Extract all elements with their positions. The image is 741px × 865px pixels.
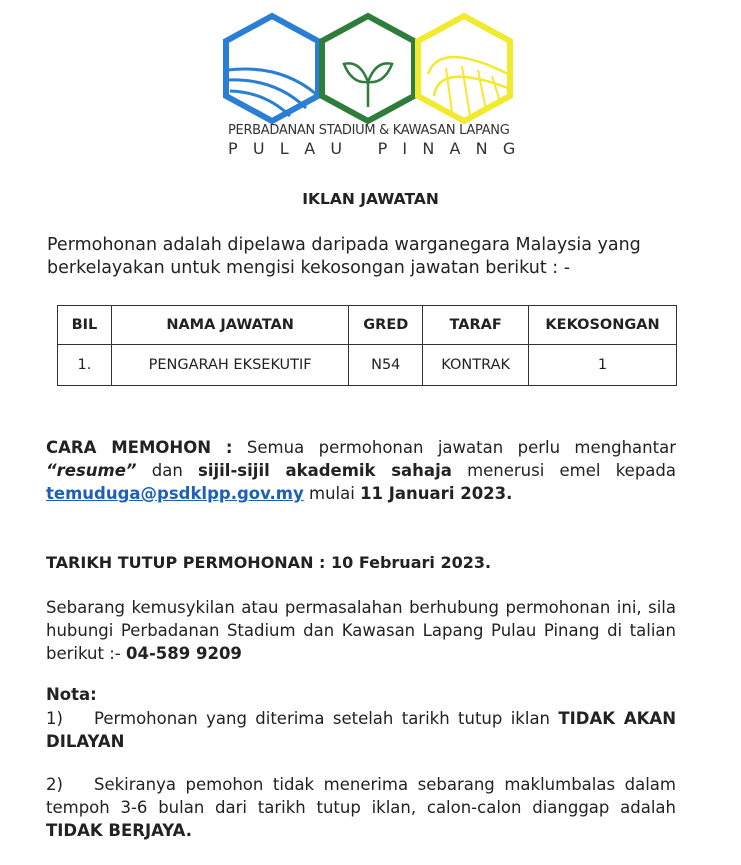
closing-date: TARIKH TUTUP PERMOHONAN : 10 Februari 2023. [46, 553, 492, 572]
cell-gred: N54 [349, 345, 423, 386]
note-text: Permohonan yang diterima setelah tarikh tutup iklan [94, 709, 559, 728]
note-item [46, 773, 676, 842]
column-header-nama-jawatan: NAMA JAWATAN [111, 306, 348, 345]
table-header-row [58, 306, 677, 345]
phone-number: 04-589 9209 [125, 644, 242, 663]
cell-kekosongan: 1 [529, 345, 677, 386]
column-header-gred: GRED [349, 306, 423, 345]
vacancy-table [57, 305, 677, 386]
note-emphasis: TIDAK BERJAYA. [46, 821, 192, 840]
column-header-taraf: TARAF [423, 306, 529, 345]
email-link[interactable]: temuduga@psdklpp.gov.my [46, 484, 304, 503]
resume-text: “resume” [46, 461, 137, 480]
column-header-bil: BIL [58, 306, 112, 345]
enquiry-text: Sebarang kemusykilan atau permasalahan berhubung permohonan ini, sila hubungi Perbadanan Stadium dan Kawasan Lapang Pulau Pinang di talian berikut :- [46, 598, 676, 663]
enquiry-paragraph [46, 596, 676, 665]
table-row [58, 345, 677, 386]
note-emphasis: TIDAK AKAN DILAYAN [46, 709, 677, 751]
cara-memohon-label: CARA MEMOHON : [46, 438, 233, 457]
cara-text3: menerusi emel kepada [451, 461, 676, 480]
cara-text4: mulai [303, 484, 361, 503]
field-icon [226, 16, 318, 121]
cell-nama-jawatan: PENGARAH EKSEKUTIF [111, 345, 348, 386]
intro-paragraph: Permohonan adalah dipelawa daripada warganegara Malaysia yang berkelayakan untuk mengisi kekosongan jawatan berikut : - [47, 235, 641, 278]
sprout-icon [322, 16, 414, 121]
cell-bil: 1. [58, 345, 112, 386]
stadium-icon [418, 16, 510, 121]
cell-taraf: KONTRAK [423, 345, 529, 386]
page-title: IKLAN JAWATAN [302, 190, 439, 208]
note-number: 1) [46, 709, 63, 728]
application-instructions [46, 436, 676, 505]
org-name-line2: PULAU PINANG [228, 139, 531, 158]
cara-text1: Semua permohonan jawatan perlu menghantar [232, 438, 676, 457]
notes-heading: Nota: [46, 685, 97, 704]
column-header-kekosongan: KEKOSONGAN [529, 306, 677, 345]
required-documents: sijil-sijil akademik sahaja [198, 461, 452, 480]
note-item [46, 707, 676, 753]
cara-text2: dan [136, 461, 199, 480]
start-date: 11 Januari 2023. [360, 484, 513, 503]
note-text: Sekiranya pemohon tidak menerima sebarang maklumbalas dalam tempoh 3-6 bulan dari tarikh tutup iklan, calon-calon dianggap adalah [46, 775, 676, 817]
org-name-line1: PERBADANAN STADIUM & KAWASAN LAPANG [228, 123, 510, 138]
note-number: 2) [46, 775, 63, 794]
